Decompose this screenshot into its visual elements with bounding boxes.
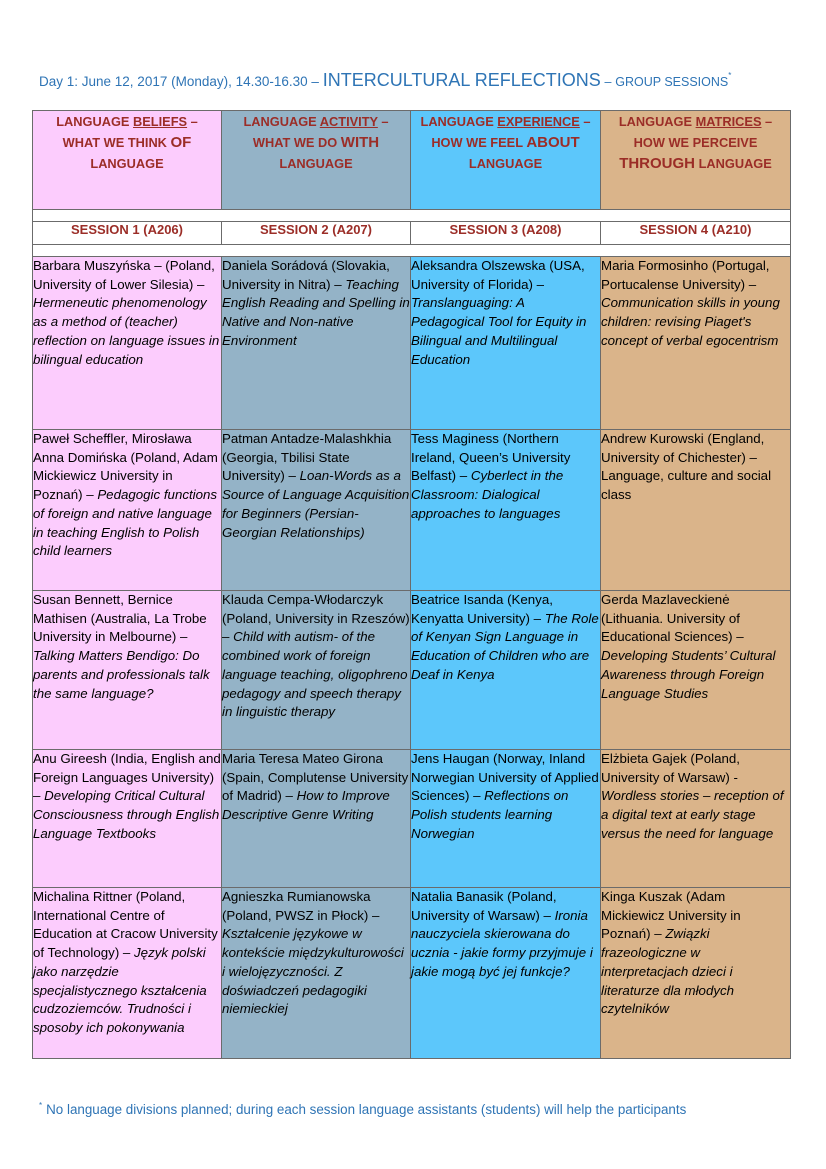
session-label: SESSION 4 (A210): [601, 222, 791, 245]
page-heading: [39, 70, 799, 91]
session-label: SESSION 3 (A208): [411, 222, 601, 245]
table-row: [33, 750, 791, 888]
table-row: [33, 888, 791, 1059]
table-row: [33, 430, 791, 591]
heading-footnote-marker: *: [728, 71, 732, 80]
presentation-cell: Tess Maginess (Northern Ireland, Queen’s University Belfast) – Cyberlect in the Classroom: Dialogical approaches to languages: [411, 430, 601, 591]
presentation-cell: Elżbieta Gajek (Poland, University of Warsaw) - Wordless stories – reception of a digital text at early stage versus the need for language: [601, 750, 791, 888]
header-row: [33, 111, 791, 210]
footnote-marker: *: [39, 1101, 43, 1110]
table-row: [33, 591, 791, 750]
presentation-cell: Paweł Scheffler, Mirosława Anna Domińska (Poland, Adam Mickiewicz University in Poznań) – Pedagogic functions of foreign and native language in teaching English to Polish child learners: [33, 430, 222, 591]
heading-subtitle: GROUP SESSIONS: [615, 75, 729, 89]
heading-title: INTERCULTURAL REFLECTIONS: [322, 70, 601, 90]
presentation-cell: Jens Haugan (Norway, Inland Norwegian University of Applied Sciences) – Reflections on Polish students learning Norwegian: [411, 750, 601, 888]
heading-date: Day 1: June 12, 2017 (Monday), 14.30-16.30 –: [39, 74, 319, 89]
table-row: [33, 257, 791, 430]
column-header: LANGUAGE ACTIVITY – WHAT WE DO WITH LANGUAGE: [222, 111, 411, 210]
footnote-text: No language divisions planned; during each session language assistants (students) will help the participants: [46, 1102, 687, 1117]
session-row: [33, 222, 791, 245]
presentation-cell: Gerda Mazlaveckienė (Lithuania. University of Educational Sciences) – Developing Students’ Cultural Awareness through Foreign Language Studies: [601, 591, 791, 750]
presentation-cell: Barbara Muszyńska – (Poland, University of Lower Silesia) – Hermeneutic phenomenology as a method of (teacher) reflection on language issues in bilingual education: [33, 257, 222, 430]
presentation-cell: Agnieszka Rumianowska (Poland, PWSZ in Płock) – Kształcenie językowe w kontekście międzykulturowości i wielojęzyczności. Z doświadczeń pedagogiki niemieckiej: [222, 888, 411, 1059]
presentation-cell: Daniela Sorádová (Slovakia, University in Nitra) – Teaching English Reading and Spelling in Native and Non-native Environment: [222, 257, 411, 430]
presentation-cell: Andrew Kurowski (England, University of Chichester) – Language, culture and social class: [601, 430, 791, 591]
spacer-row: [33, 210, 791, 222]
presentation-cell: Kinga Kuszak (Adam Mickiewicz University in Poznań) – Związki frazeologiczne w interpretacjach dzieci i literaturze dla młodych czytelników: [601, 888, 791, 1059]
column-header: LANGUAGE BELIEFS – WHAT WE THINK OF LANGUAGE: [33, 111, 222, 210]
column-header: LANGUAGE EXPERIENCE – HOW WE FEEL ABOUT LANGUAGE: [411, 111, 601, 210]
session-label: SESSION 2 (A207): [222, 222, 411, 245]
session-label: SESSION 1 (A206): [33, 222, 222, 245]
presentation-cell: Klauda Cempa-Włodarczyk (Poland, University in Rzeszów) – Child with autism- of the combined work of foreign language teaching, oligophreno pedagogy and speech therapy in linguistic therapy: [222, 591, 411, 750]
spacer-row: [33, 245, 791, 257]
presentation-cell: Beatrice Isanda (Kenya, Kenyatta University) – The Role of Kenyan Sign Language in Education of Children who are Deaf in Kenya: [411, 591, 601, 750]
heading-dash: –: [604, 75, 612, 89]
schedule-table: [32, 110, 791, 1059]
presentation-cell: Anu Gireesh (India, English and Foreign Languages University) – Developing Critical Cultural Consciousness through English Language Textbooks: [33, 750, 222, 888]
presentation-cell: Susan Bennett, Bernice Mathisen (Australia, La Trobe University in Melbourne) – Talking Matters Bendigo: Do parents and professionals talk the same language?: [33, 591, 222, 750]
presentation-cell: Natalia Banasik (Poland, University of Warsaw) – Ironia nauczyciela skierowana do ucznia - jakie formy przyjmuje i jakie mogą być jej funkcje?: [411, 888, 601, 1059]
presentation-cell: Aleksandra Olszewska (USA, University of Florida) – Translanguaging: A Pedagogical Tool for Equity in Bilingual and Multilingual Education: [411, 257, 601, 430]
column-header: LANGUAGE MATRICES – HOW WE PERCEIVE THROUGH LANGUAGE: [601, 111, 791, 210]
presentation-cell: Patman Antadze-Malashkhia (Georgia, Tbilisi State University) – Loan-Words as a Source of Language Acquisition for Beginners (Persian-Georgian Relationships): [222, 430, 411, 591]
presentation-cell: Michalina Rittner (Poland, International Centre of Education at Cracow University of Technology) – Język polski jako narzędzie specjalistycznego kształcenia cudzoziemców. Trudności i sposoby ich pokonywania: [33, 888, 222, 1059]
footnote: [39, 1101, 686, 1117]
presentation-cell: Maria Teresa Mateo Girona (Spain, Complutense University of Madrid) – How to Improve Descriptive Genre Writing: [222, 750, 411, 888]
presentation-cell: Maria Formosinho (Portugal, Portucalense University) – Communication skills in young children: revising Piaget's concept of verbal egocentrism: [601, 257, 791, 430]
